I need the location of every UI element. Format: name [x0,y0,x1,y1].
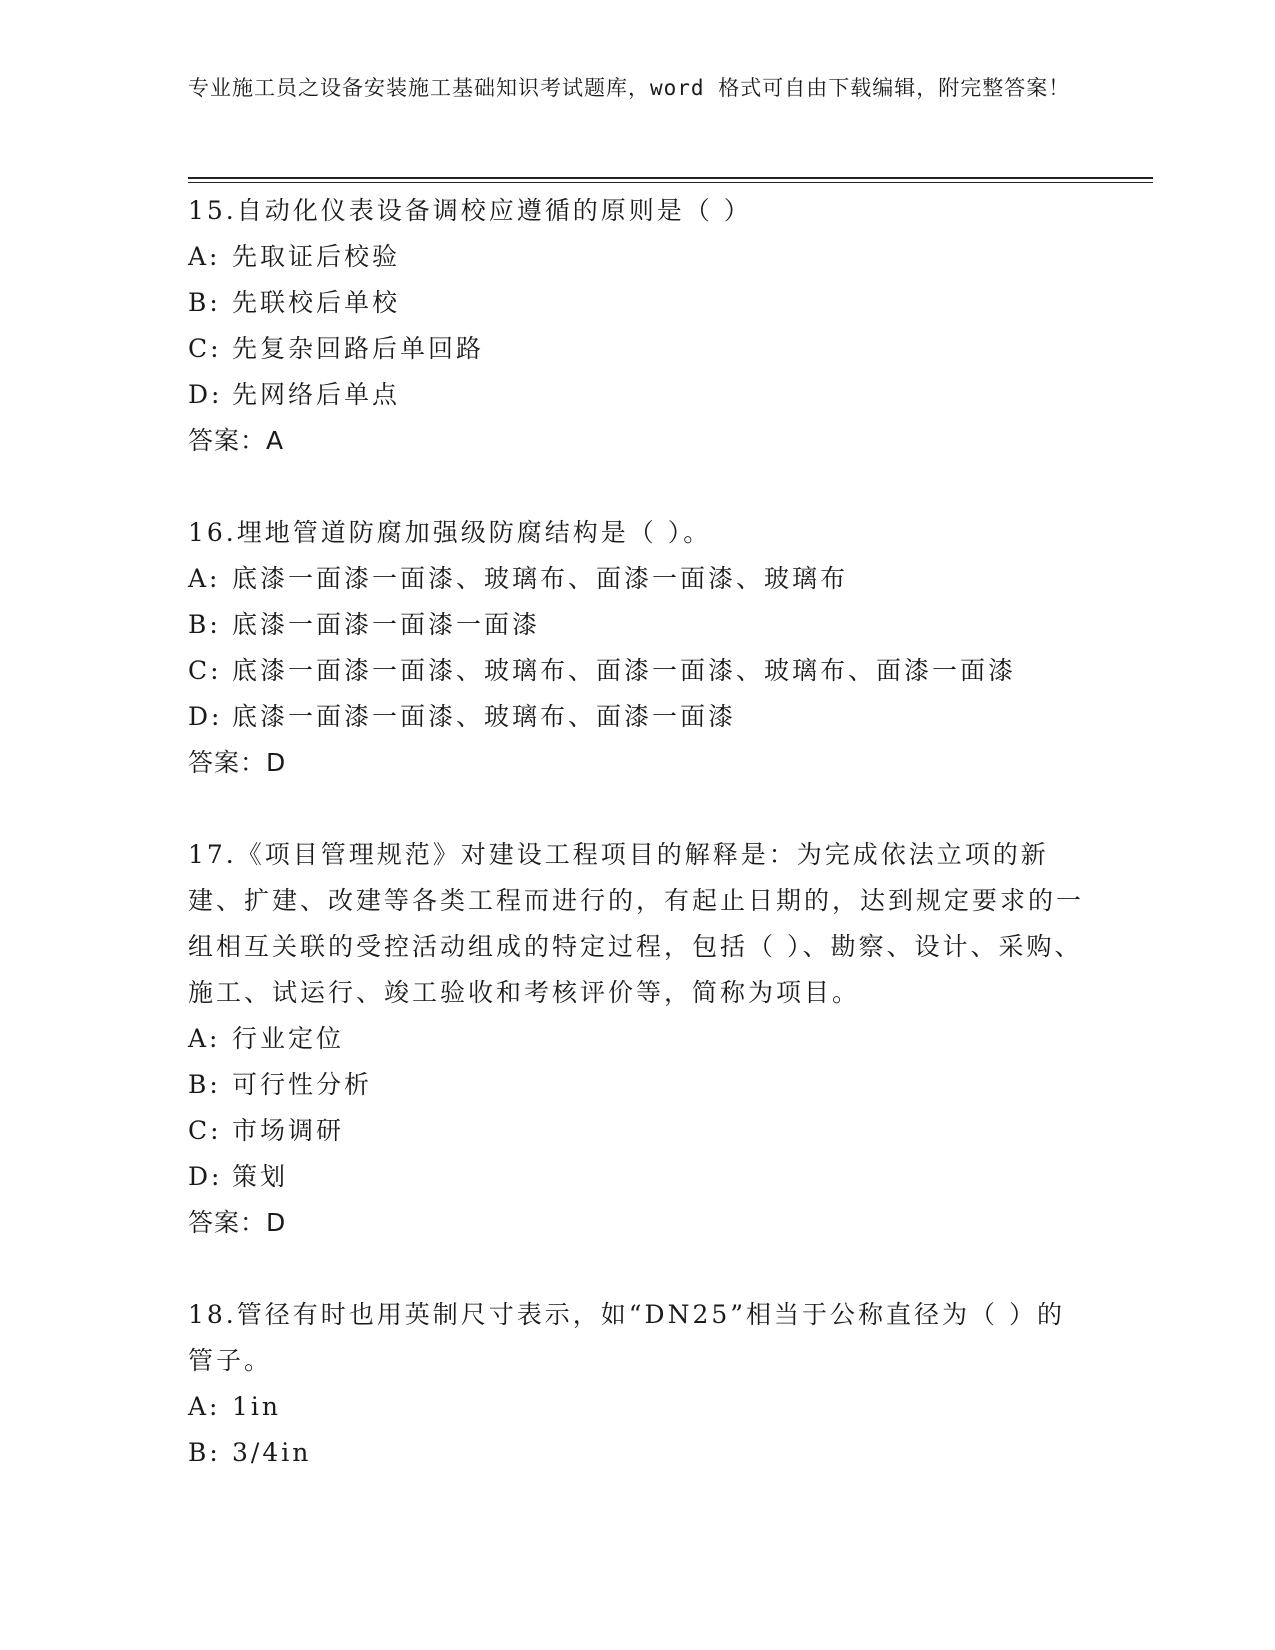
option-a [188,1016,1088,1062]
header-divider-thick [188,177,1153,179]
option-c [188,326,1088,372]
option-a [188,1384,1088,1430]
option-key: C: [188,1116,222,1145]
option-key: B: [188,610,221,639]
option-text: 底漆一面漆一面漆、玻璃布、面漆一面漆 [232,702,737,731]
option-text: 先复杂回路后单回路 [232,334,485,363]
question-stem: 16.埋地管道防腐加强级防腐结构是（ ）。 [188,518,712,547]
option-text: 先取证后校验 [232,242,401,271]
option-key: C: [188,334,222,363]
option-a [188,234,1088,280]
question-16 [188,510,1088,786]
answer-line: 答案：D [188,748,287,777]
option-key: D: [188,702,223,731]
answer-line: 答案：D [188,1208,287,1237]
option-key: B: [188,1438,221,1467]
option-text: 底漆一面漆一面漆、玻璃布、面漆一面漆、玻璃布 [232,564,849,593]
option-key: A: [188,1392,221,1421]
option-b [188,602,1088,648]
document-header: 专业施工员之设备安装施工基础知识考试题库，word 格式可自由下载编辑，附完整答案！ [188,76,1071,100]
option-key: D: [188,380,223,409]
option-a [188,556,1088,602]
option-text: 先网络后单点 [232,380,401,409]
option-key: A: [188,564,221,593]
question-17 [188,832,1088,1246]
option-b [188,280,1088,326]
answer-line: 答案：A [188,426,285,455]
option-text: 底漆一面漆一面漆一面漆 [232,610,541,639]
option-key: D: [188,1162,223,1191]
question-stem: 15.自动化仪表设备调校应遵循的原则是（ ） [188,196,752,225]
question-stem: 17.《项目管理规范》对建设工程项目的解释是：为完成依法立项的新建、扩建、改建等各类工程而进行的，有起止日期的，达到规定要求的一组相互关联的受控活动组成的特定过程，包括（ ）、勘察、设计、采购、施工、试运行、竣工验收和考核评价等，简称为项目。 [188,840,1085,1007]
option-key: C: [188,656,222,685]
option-text: 策划 [232,1162,289,1191]
option-text: 1in [232,1392,282,1421]
question-stem: 18.管径有时也用英制尺寸表示，如“DN25”相当于公称直径为（ ）的管子。 [188,1300,1065,1375]
option-text: 底漆一面漆一面漆、玻璃布、面漆一面漆、玻璃布、面漆一面漆 [232,656,1017,685]
option-b [188,1062,1088,1108]
option-c [188,648,1088,694]
option-d [188,1154,1088,1200]
option-key: A: [188,242,221,271]
header-divider-thin [188,182,1153,183]
option-text: 先联校后单校 [232,288,401,317]
question-list [188,188,1088,1522]
option-text: 市场调研 [232,1116,345,1145]
option-text: 可行性分析 [232,1070,373,1099]
option-key: B: [188,1070,221,1099]
option-text: 3/4in [232,1438,312,1467]
option-d [188,694,1088,740]
option-b [188,1430,1088,1476]
option-key: A: [188,1024,221,1053]
question-18 [188,1292,1088,1476]
question-15 [188,188,1088,464]
option-c [188,1108,1088,1154]
option-text: 行业定位 [232,1024,345,1053]
option-key: B: [188,288,221,317]
option-d [188,372,1088,418]
